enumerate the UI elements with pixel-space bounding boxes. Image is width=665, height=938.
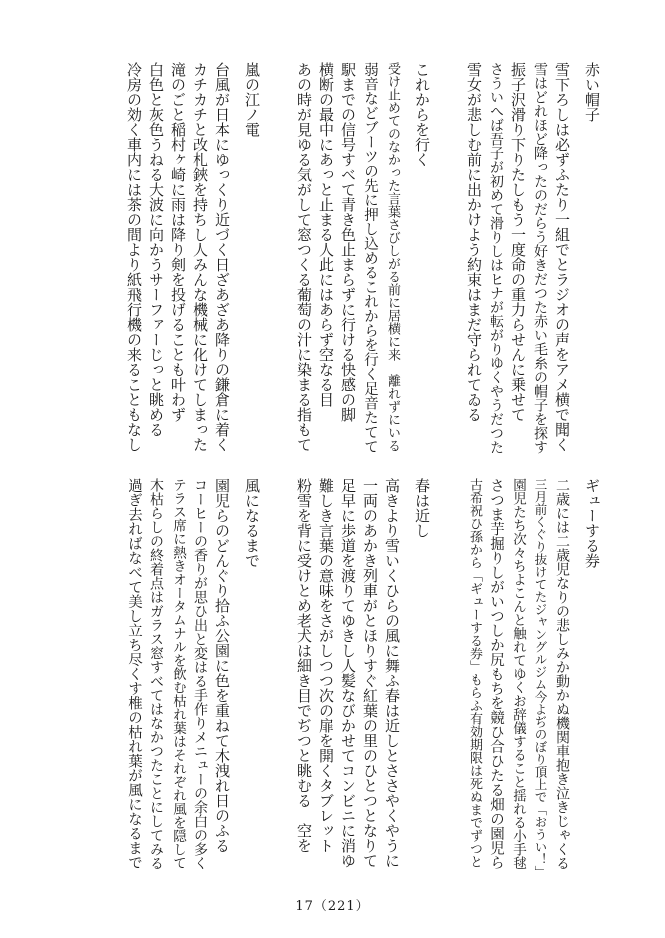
poem-line: 一両のあかき列車がとほりすぐ紅葉の里のひとつとなりて: [361, 478, 379, 868]
poem-line: 二歳には二歳児なりの悲しみか動かぬ機関車抱き泣きじゃくる: [554, 478, 570, 870]
poem-title: ギューする券: [583, 478, 601, 568]
poem-header: [581, 62, 603, 462]
poem-line: カチカチと改札鋏を持ちし人みんな機械に化けてしまった: [191, 62, 209, 452]
page-number: 17（221）: [295, 899, 370, 914]
poem-header: [411, 62, 433, 462]
poem-line: あの時が見ゆる気がして窓つくる葡萄の汁に染まる指もて: [295, 62, 313, 452]
poem-title: 嵐の江ノ電: [243, 62, 261, 137]
poem-line: 台風が日本にゆっくり近づく日ざあざあ降りの鎌倉に着く: [213, 62, 231, 452]
poem-header: [581, 478, 603, 878]
poem-line: 冷房の効く車内には茶の間より紙飛行機の来ることもなし: [125, 62, 143, 452]
poem-line: 高きより雪いくひらの風に舞ふ春は近しとささやくやうに: [383, 478, 401, 868]
poem-line: 木枯らしの終着点はガラス窓すべてはなかつたことにしてみる: [148, 478, 164, 870]
poem-line: 滝のごと稲村ヶ崎に雨は降り剣を投げることも叶わず: [169, 62, 187, 422]
poem-line: 園児らのどんぐり拾ふ公園に色を重ねて木洩れ日のふる: [213, 478, 231, 853]
poem-line: コーヒーの香りが思ひ出と変はる手作りメニューの余白の多く: [192, 478, 208, 870]
poem-header: [241, 478, 263, 878]
poem-line: 白色と灰色うねる大波に向かうサーファーじっと眺める: [147, 62, 165, 437]
poem-header: [411, 478, 433, 878]
poem-line: 園児たち次々ちよこんと触れてゆくお辞儀すること揺れる小手毬: [510, 478, 526, 870]
poem-line: テラス席に熱きオータムナルを飲む枯れ葉はそれぞれ風を隠して: [170, 478, 186, 870]
poem-block-bottom: [43, 478, 603, 878]
poem-title: これからを行く: [413, 62, 431, 167]
poem-line: 難しき言葉の意味をさがしつつ次の扉を開くタブレット: [317, 478, 335, 853]
poem-line: 粉雪を背に受けとめ老犬は細き目でぢつと眺むる 空を: [295, 478, 313, 853]
poem-header: [241, 62, 263, 462]
poem-line: 雪はどれほど降ったのだらう好きだつた赤い毛糸の帽子を探す: [532, 62, 548, 454]
poem-line: 弱音などブーツの先に押し込めるこれからを行く足音たてて: [362, 62, 378, 454]
poem-line: 駅までの信号すべて青き色止まらずに行ける快感の脚: [339, 62, 357, 422]
poem-line: 過ぎ去ればなべて美し立ち尽くす椎の枯れ葉が風になるまで: [126, 478, 142, 870]
poem-line: 受け止めてのなかった言葉さびしがる前に居横に来 離れずにいる: [385, 62, 400, 452]
poem-block-top: [43, 62, 603, 462]
poem-line: 振子沢滑り下りたしもう一度命の重力らせんに乗せて: [509, 62, 527, 422]
poem-line: さういへば吾子が初めて滑りしはヒナが転がりゆくやうだつた: [488, 62, 504, 454]
poem-title: 赤い帽子: [583, 62, 601, 122]
poem-line: 横断の最中にあっと止まる人此にはあらず空なる目: [317, 62, 335, 407]
poem-line: 足早に歩道を渡りてゆきし人髪なびかせてコンビニに消ゆ: [339, 478, 357, 868]
poem-line: さつま芋掘りしがいつしか尻もちを競ひ合ひたる畑の園児ら: [488, 478, 504, 870]
poem-line: 雪下ろしは必ずふたり一組でとラジオの声をアメ横で聞く: [553, 62, 571, 452]
poem-line: 三月前くぐり抜けてたジャングルジム今よぢのぼり頂上で「おうい！」: [533, 478, 548, 878]
poem-title: 風になるまで: [243, 478, 261, 568]
poem-title: 春は近し: [413, 478, 431, 538]
poem-line: 古希祝ひ孫から「ギューする券」もらふ有効期限は死ぬまでずつと: [467, 478, 482, 868]
poem-line: 雪女が悲しむ前に出かけよう約束はまだ守られてゐる: [465, 62, 483, 422]
